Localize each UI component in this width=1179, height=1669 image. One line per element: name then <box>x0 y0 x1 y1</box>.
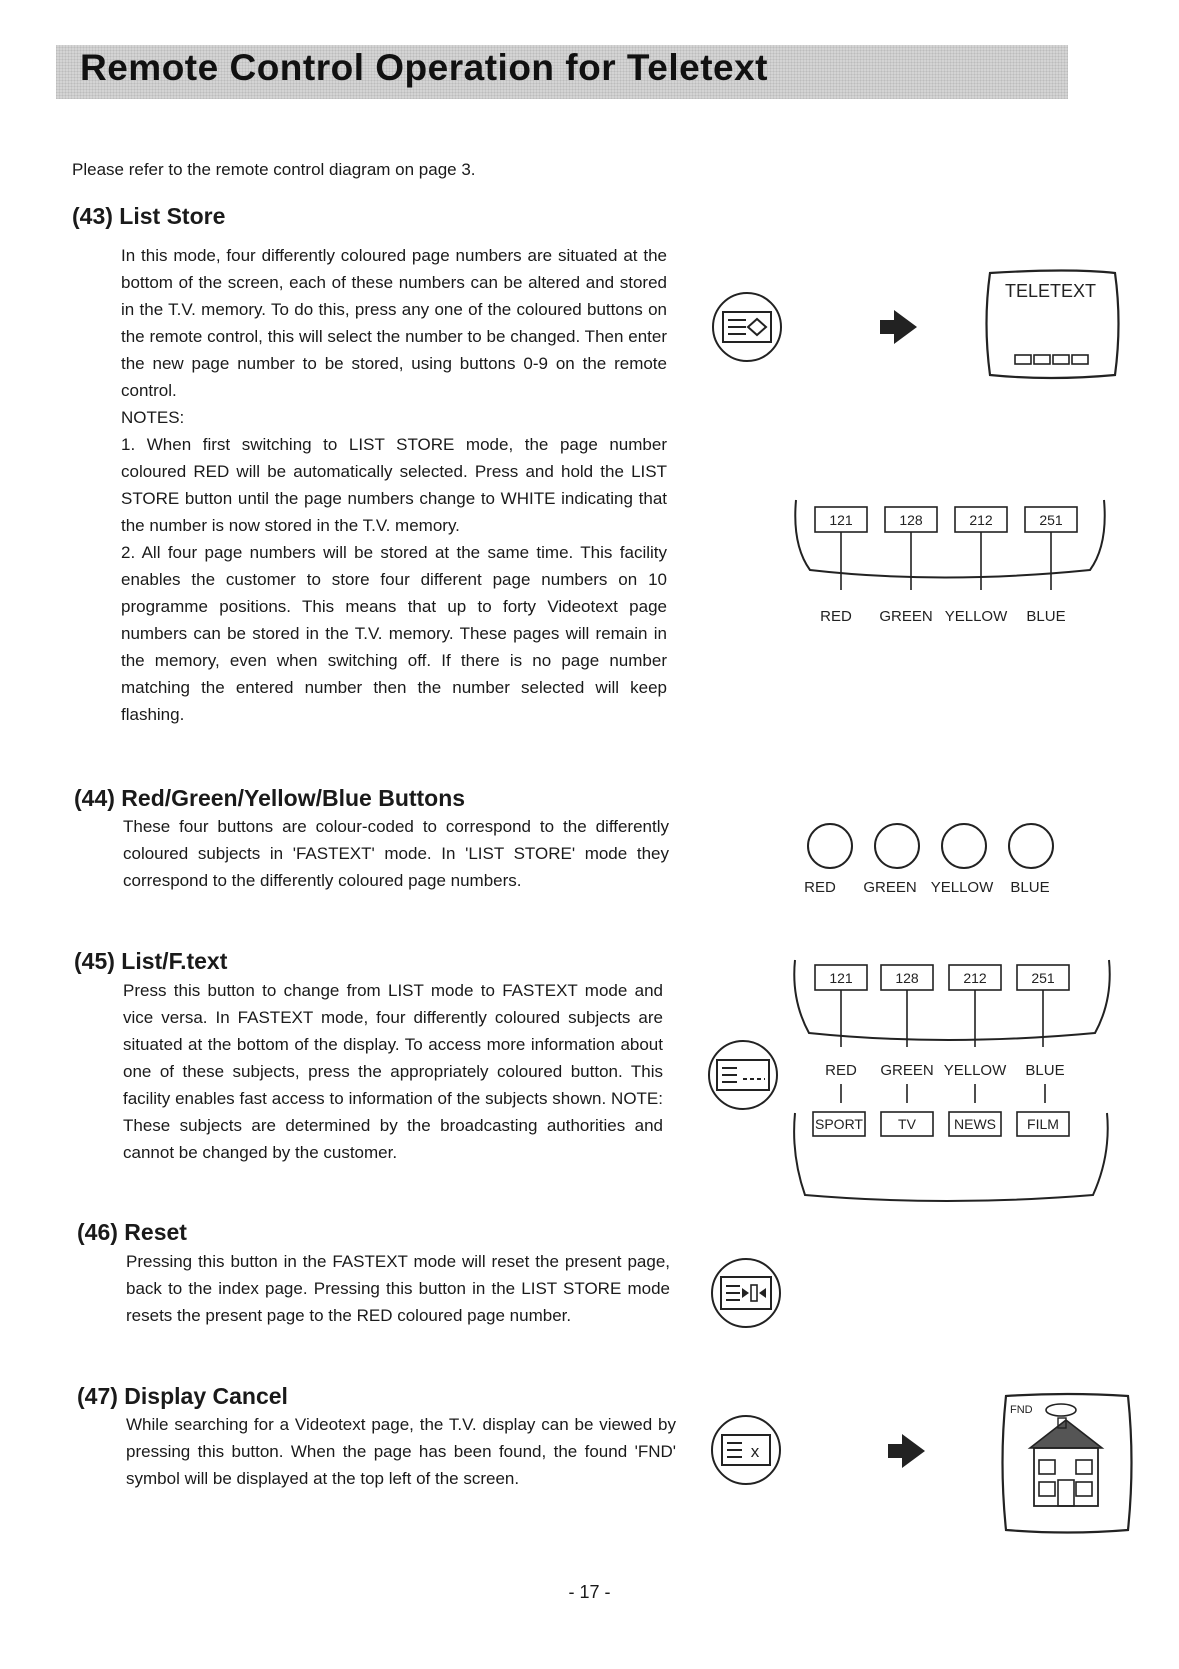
section-43-body <box>121 242 667 728</box>
colour-label: RED <box>804 879 836 896</box>
colour-label: RED <box>825 1062 857 1079</box>
figure-45 <box>705 955 1115 1220</box>
red-button-icon <box>808 824 852 868</box>
fnd-label: FND <box>1010 1404 1033 1416</box>
page-title: Remote Control Operation for Teletext <box>80 47 768 88</box>
svg-text:128: 128 <box>899 512 923 528</box>
section-44-heading <box>74 785 465 812</box>
svg-text:128: 128 <box>895 970 919 986</box>
fastext-svg <box>705 955 1115 1215</box>
section-46-heading <box>77 1219 187 1246</box>
svg-text:121: 121 <box>829 512 853 528</box>
svg-text:SPORT: SPORT <box>815 1116 863 1132</box>
section-name: Red/Green/Yellow/Blue Buttons <box>121 785 466 811</box>
right-arrow-icon <box>888 1434 925 1468</box>
section-43-heading <box>72 203 225 230</box>
right-arrow-icon <box>880 310 917 344</box>
svg-text:NEWS: NEWS <box>954 1116 996 1132</box>
display-cancel-svg <box>708 1392 1138 1542</box>
colour-label: RED <box>820 608 852 625</box>
figure-44 <box>800 820 1060 905</box>
note-2: 2. All four page numbers will be stored at the same time. This facility enables the customer to store four different page numbers on 10 programme positions. This means that up to forty Videotext page numbers can be stored in the T.V. memory. These pages will remain in the memory, even when switching off. If there is no page number matching the entered number then the number selected will keep flashing. <box>121 543 667 724</box>
section-44-body <box>123 813 669 894</box>
svg-text:212: 212 <box>969 512 993 528</box>
note-1: 1. When first switching to LIST STORE mode, the page number coloured RED will be automatically selected. Press and hold the LIST STORE button until the page numbers change to WHITE indicating that the number is now stored in the T.V. memory. <box>121 435 667 535</box>
colour-label: GREEN <box>863 879 917 896</box>
section-45-body <box>123 977 663 1166</box>
colour-buttons-svg <box>800 820 1060 900</box>
section-47-body <box>126 1411 676 1492</box>
subject-box <box>881 1112 933 1136</box>
figure-46 <box>708 1255 788 1340</box>
figure-43 <box>710 265 1130 390</box>
tv-screen-label: TELETEXT <box>1005 281 1097 301</box>
colour-label: BLUE <box>1026 608 1066 625</box>
section-45-heading <box>74 948 227 975</box>
intro-text: Please refer to the remote control diagram on page 3. <box>72 160 476 179</box>
subject-box <box>949 1112 1001 1136</box>
title-banner <box>56 45 1068 99</box>
reset-button-icon <box>708 1255 788 1335</box>
page-number: - 17 - <box>568 1582 611 1602</box>
section-number: (45) <box>74 948 115 974</box>
green-button-icon <box>875 824 919 868</box>
blue-button-icon <box>1009 824 1053 868</box>
page-number-box <box>815 507 867 590</box>
paragraph: These four buttons are colour-coded to correspond to the differently coloured subjects in 'FASTEXT' mode. In 'LIST STORE' mode they correspond to the differently coloured page numbers. <box>123 817 669 890</box>
paragraph: Pressing this button in the FASTEXT mode will reset the present page, back to the index page. Pressing this button in the LIST STORE mode resets the present page to the RED coloured page number. <box>126 1252 670 1325</box>
fnd-screen-icon <box>1003 1394 1132 1533</box>
page-number-box <box>1017 965 1069 1047</box>
section-47-heading <box>77 1383 288 1410</box>
page-numbers-svg <box>790 495 1110 635</box>
section-number: (43) <box>72 203 113 229</box>
section-name: List/F.text <box>121 948 228 974</box>
page-number-box <box>881 965 933 1047</box>
figure-47 <box>708 1392 1138 1547</box>
colour-label: YELLOW <box>944 608 1008 625</box>
svg-text:251: 251 <box>1039 512 1063 528</box>
paragraph: While searching for a Videotext page, the T.V. display can be viewed by pressing this button. When the page has been found, the found 'FND' symbol will be displayed at the top left of the screen. <box>126 1415 676 1488</box>
section-number: (44) <box>74 785 115 811</box>
svg-text:x: x <box>750 1442 760 1461</box>
list-store-button-icon <box>713 293 781 361</box>
svg-text:251: 251 <box>1031 970 1055 986</box>
subject-box <box>1017 1112 1069 1136</box>
section-name: Display Cancel <box>124 1383 288 1409</box>
list-ftext-button-icon <box>709 1041 777 1109</box>
section-name: Reset <box>124 1219 187 1245</box>
colour-label: YELLOW <box>943 1062 1007 1079</box>
colour-label: BLUE <box>1025 1062 1065 1079</box>
figure-page-numbers <box>790 495 1110 640</box>
section-name: List Store <box>119 203 226 229</box>
colour-label: BLUE <box>1010 879 1050 896</box>
colour-label: GREEN <box>880 1062 934 1079</box>
svg-text:121: 121 <box>829 970 853 986</box>
notes-label: NOTES: <box>121 408 185 427</box>
section-46-body <box>126 1248 670 1329</box>
colour-label: YELLOW <box>930 879 994 896</box>
yellow-button-icon <box>942 824 986 868</box>
colour-label: GREEN <box>879 608 933 625</box>
section-number: (47) <box>77 1383 118 1409</box>
svg-text:212: 212 <box>963 970 987 986</box>
page-number-box <box>949 965 1001 1047</box>
display-cancel-button-icon <box>712 1416 780 1484</box>
svg-text:FILM: FILM <box>1027 1116 1059 1132</box>
tv-screen-icon <box>987 271 1119 379</box>
svg-text:TV: TV <box>898 1116 916 1132</box>
section-number: (46) <box>77 1219 118 1245</box>
page-number-box <box>1025 507 1077 590</box>
figure-43-svg <box>710 265 1130 385</box>
paragraph: Press this button to change from LIST mode to FASTEXT mode and vice versa. In FASTEXT mode, four differently coloured subjects are situated at the bottom of the display. To access more information about one of these subjects, press the appropriately coloured button. This facility enables fast access to information of the subjects shown. NOTE: These subjects are determined by the broadcasting authorities and cannot be changed by the customer. <box>123 981 663 1162</box>
paragraph: In this mode, four differently coloured page numbers are situated at the bottom of the screen, each of these numbers can be altered and stored in the T.V. memory. To do this, press any one of the coloured buttons on the remote control, this will select the number to be changed. Then enter the new page number to be stored, using buttons 0-9 on the remote control. <box>121 246 667 400</box>
subject-box <box>813 1112 865 1136</box>
